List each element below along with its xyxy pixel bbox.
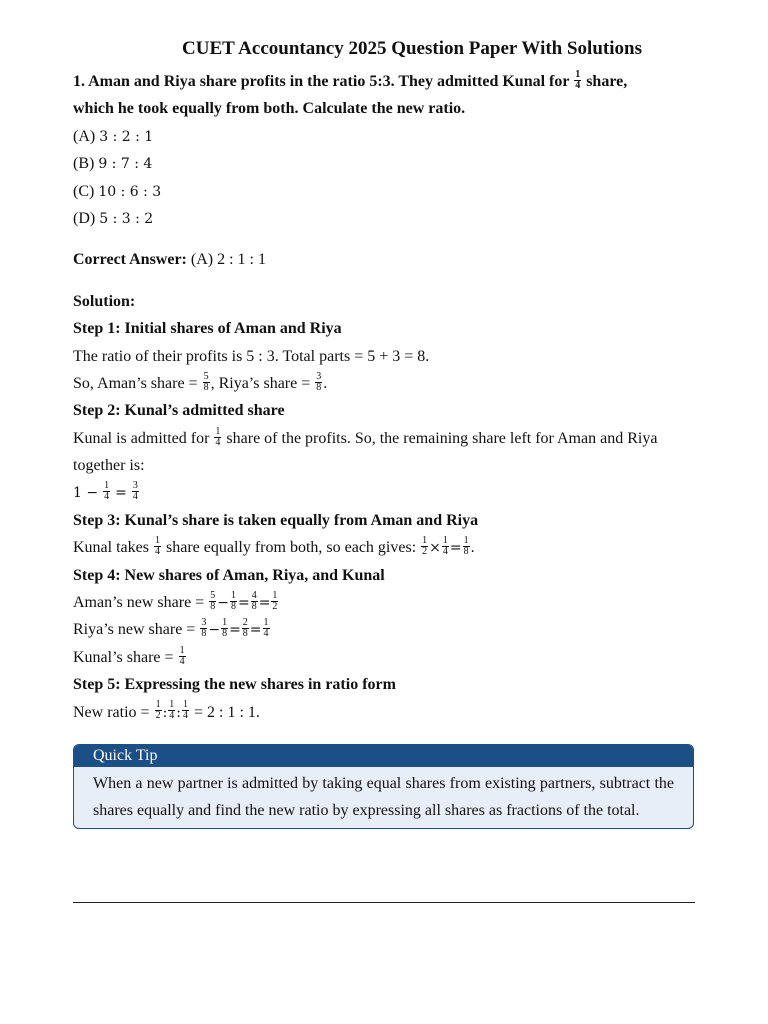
option-d: (D) 5 : 3 : 2 <box>73 209 154 227</box>
step-4-title: Step 4: New shares of Aman, Riya, and Kunal <box>73 566 385 584</box>
step-5-title: Step 5: Expressing the new shares in ratio form <box>73 676 396 694</box>
page-content <box>73 36 695 726</box>
correct-answer <box>73 246 695 273</box>
step-3-title: Step 3: Kunal’s share is taken equally from Aman and Riya <box>73 511 479 529</box>
step-2-title: Step 2: Kunal’s admitted share <box>73 402 285 420</box>
quick-tip-body: When a new partner is admitted by taking equal shares from existing partners, subtract the shares equally and find the new ratio by expressing all shares as fractions of the total. <box>93 775 674 819</box>
step-4-kunal: Kunal’s share = $\frac{1}{4}$ <box>73 644 185 667</box>
step-1-title: Step 1: Initial shares of Aman and Riya <box>73 320 342 338</box>
step-3-line-1: Kunal takes $\frac{1}{4}$ share equally from both, so each gives: $\frac{1}{2}$ × $\frac{1}{4}$ = $\frac{1}{8}$ . <box>73 535 475 558</box>
solution-heading: Solution: <box>73 292 136 310</box>
correct-answer-value: (A) 2 : 1 : 1 <box>190 251 266 269</box>
step-2-line-1: Kunal is admitted for $\frac{1}{4}$ share of the profits. So, the remaining share left for Aman and Riya <box>73 425 658 448</box>
question-line-2: which he took equally from both. Calculate the new ratio. <box>73 100 466 118</box>
option-a: (A) 3 : 2 : 1 <box>73 127 154 145</box>
step-2-equation: 1 − $\frac{1}{4}$ = $\frac{3}{4}$ <box>73 480 138 503</box>
step-5-line: New ratio = $\frac{1}{2}$ : $\frac{1}{4}$ : $\frac{1}{4}$ = 2 : 1 : 1. <box>73 699 260 722</box>
question-text-tail: share, <box>586 73 628 90</box>
quick-tip-box <box>73 744 694 829</box>
question-text: 1. Aman and Riya share profits in the ratio 5:3. They admitted Kunal for <box>73 73 570 90</box>
step-1-line-1: The ratio of their profits is 5 : 3. Total parts = 5 + 3 = 8. <box>73 347 430 365</box>
option-b: (B) 9 : 7 : 4 <box>73 155 153 173</box>
footer-divider <box>73 902 695 903</box>
question-line-1 <box>73 68 695 95</box>
step-1-line-2: So, Aman’s share = $\frac{5}{8}$ , Riya’s share = $\frac{3}{8}$ . <box>73 370 328 393</box>
fraction-1-4: $\frac{1}{4}$ <box>575 68 581 91</box>
page-title: CUET Accountancy 2025 Question Paper With Solutions <box>182 38 642 59</box>
step-4-aman: Aman’s new share = $\frac{5}{8}$ − $\frac{1}{8}$ = $\frac{4}{8}$ = $\frac{1}{2}$ <box>73 589 278 612</box>
quick-tip-header: Quick Tip <box>74 745 693 767</box>
step-2-line-2: together is: <box>73 457 145 475</box>
correct-answer-label: Correct Answer: <box>73 251 187 269</box>
step-4-riya: Riya’s new share = $\frac{3}{8}$ − $\frac{1}{8}$ = $\frac{2}{8}$ = $\frac{1}{4}$ <box>73 617 269 640</box>
option-c: (C) 10 : 6 : 3 <box>73 182 162 200</box>
